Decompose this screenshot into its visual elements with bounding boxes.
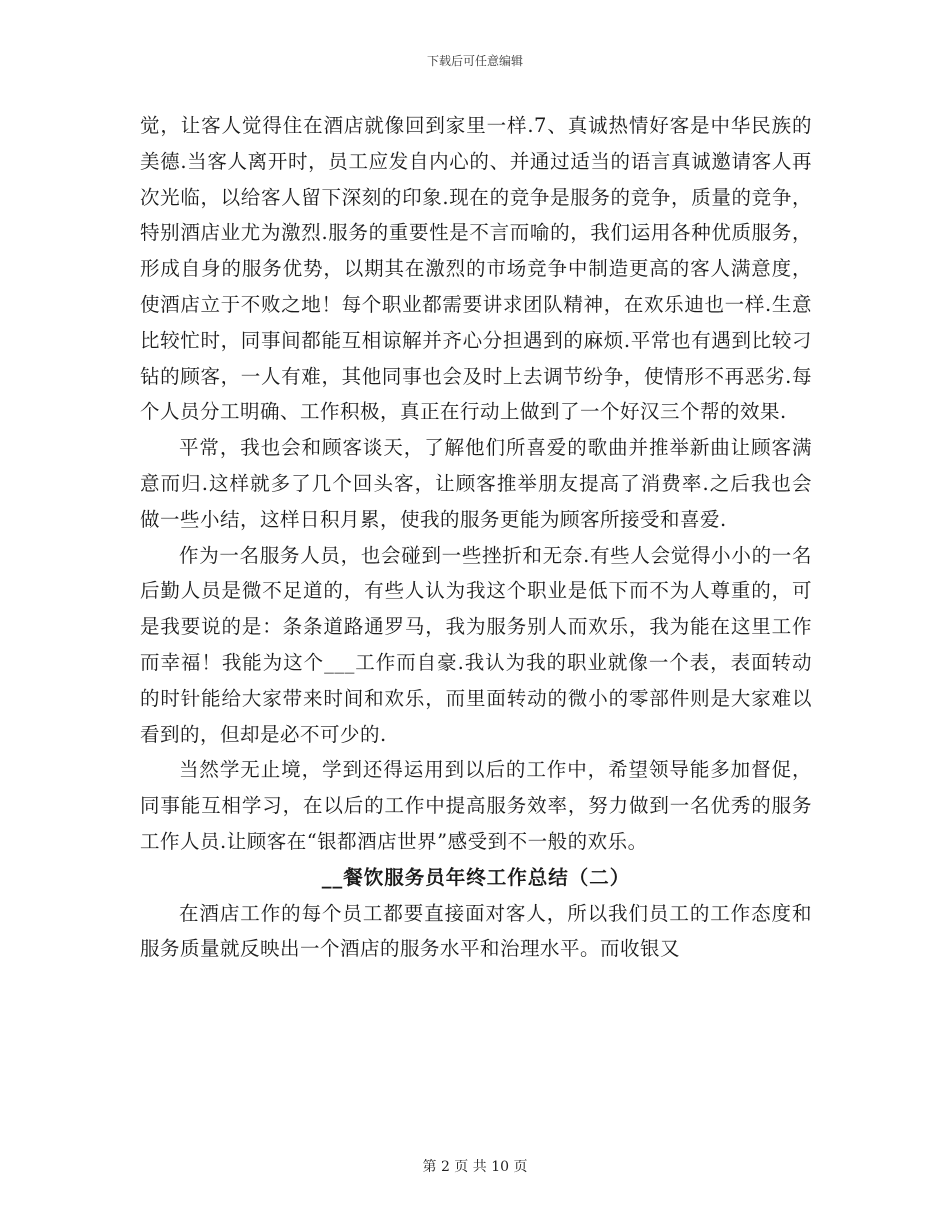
body-paragraph-4: 当然学无止境，学到还得运用到以后的工作中，希望领导能多加督促，同事能互相学习，在以后的工作中提高服务效率，努力做到一名优秀的服务工作人员.让顾客在“银都酒店世界”感受到不一般的欢乐。 (140, 758, 812, 853)
section-paragraph: 在酒店工作的每个员工都要直接面对客人，所以我们员工的工作态度和服务质量就反映出一个酒店的服务水平和治理水平。而收银又 (140, 901, 812, 961)
page-header: 下载后可任意编辑 (426, 54, 523, 68)
body-paragraph-3: 作为一名服务人员，也会碰到一些挫折和无奈.有些人会觉得小小的一名后勤人员是微不足道的，有些人认为我这个职业是低下而不为人尊重的，可是我要说的是：条条道路通罗马，我为服务别人而欢乐，我为能在这里工作而幸福！我能为这个___工作而自豪.我认为我的职业就像一个表，表面转动的时针能给大家带来时间和欢乐，而里面转动的微小的零部件则是大家难以看到的，但却是必不可少的. (140, 543, 812, 746)
page-number-footer: 第 2 页 共 10 页 (422, 1159, 528, 1175)
body-paragraph-1: 觉，让客人觉得住在酒店就像回到家里一样.7、真诚热情好客是中华民族的美德.当客人离开时，员工应发自内心的、并通过适当的语言真诚邀请客人再次光临，以给客人留下深刻的印象.现在的竞争是服务的竞争，质量的竞争，特别酒店业尤为激烈.服务的重要性是不言而喻的，我们运用各种优质服务，形成自身的服务优势，以期其在激烈的市场竞争中制造更高的客人满意度，使酒店立于不败之地！每个职业都需要讲求团队精神，在欢乐迪也一样.生意比较忙时，同事间都能互相谅解并齐心分担遇到的麻烦.平常也有遇到比较刁钻的顾客，一人有难，其他同事也会及时上去调节纷争，使情形不再恶劣.每个人员分工明确、工作积极，真正在行动上做到了一个好汉三个帮的效果. (140, 114, 812, 424)
section-title: __餐饮服务员年终工作总结（二） (321, 865, 631, 889)
body-paragraph-2: 平常，我也会和顾客谈天，了解他们所喜爱的歌曲并推举新曲让顾客满意而归.这样就多了几个回头客，让顾客推举朋友提高了消费率.之后我也会做一些小结，这样日积月累，使我的服务更能为顾客所接受和喜爱. (140, 436, 812, 531)
document-body (140, 108, 812, 967)
